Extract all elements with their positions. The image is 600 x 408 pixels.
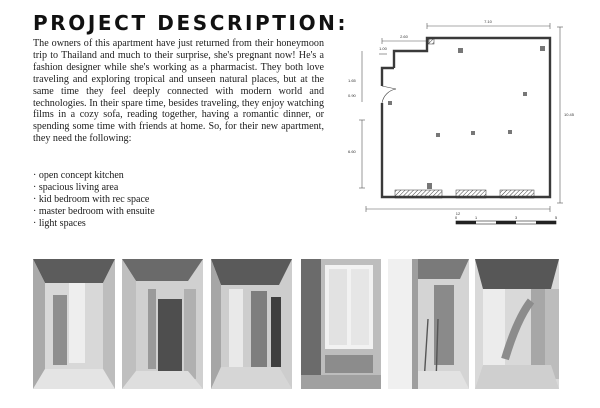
project-description: The owners of this apartment have just returned from their honeymoon trip to Thailand and much to their surprise, she's pregnant now! He's a fashion designer while she's working as a pharmacist. They both love traveling and exploring tropical and unseen natural places, but at the same time they feel deeply connected with modern world and technologies. In their spare time, besides traveling, they enjoy watching films in a cozy sofa, reading together, having a romantic dinner, or spending some time with friends at home. So, for their new apartment, they need the following: <box>33 38 324 145</box>
columns <box>388 46 545 189</box>
dimension-label: 1.00 <box>379 46 387 51</box>
site-photo <box>33 259 115 389</box>
dimension-label: 12 <box>455 211 461 216</box>
site-photo <box>211 259 292 389</box>
page-title: PROJECT DESCRIPTION: <box>33 11 349 35</box>
site-photo <box>388 259 469 389</box>
dimension-label: 7.10 <box>484 19 492 24</box>
dimension-label: 1.65 <box>348 78 356 83</box>
entry-door <box>382 86 396 103</box>
wall-sections <box>395 39 534 198</box>
floor-plan <box>340 13 576 233</box>
requirement-item: · master bedroom with ensuite <box>33 206 155 218</box>
requirement-item: · kid bedroom with rec space <box>33 194 155 206</box>
site-photo <box>122 259 203 389</box>
scale-label: 1 <box>474 216 478 220</box>
scale-bar <box>455 216 557 224</box>
scale-label: 0 <box>454 216 458 220</box>
scale-label: 3 <box>514 216 518 220</box>
requirements-list <box>33 170 155 230</box>
dimension-label: 6.60 <box>348 149 356 154</box>
dimension-label: 10.45 <box>564 112 575 117</box>
site-photo <box>475 259 559 389</box>
dimension-label: 2.60 <box>400 34 408 39</box>
requirement-item: · spacious living area <box>33 182 155 194</box>
requirement-item: · light spaces <box>33 218 155 230</box>
site-photo <box>301 259 381 389</box>
dimension-label: 0.90 <box>348 93 356 98</box>
walls <box>382 38 550 197</box>
requirement-item: · open concept kitchen <box>33 170 155 182</box>
scale-label: 5 <box>554 216 558 220</box>
